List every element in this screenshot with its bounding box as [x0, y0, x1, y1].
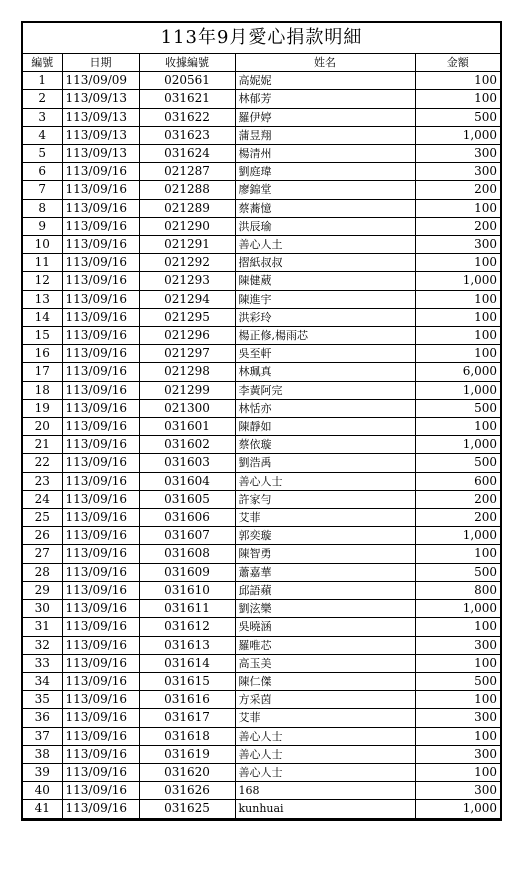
cell-date: 113/09/16 [62, 290, 139, 308]
cell-date: 113/09/13 [62, 108, 139, 126]
cell-name: 艾菲 [235, 509, 415, 527]
table-row [22, 672, 501, 690]
cell-amount: 1,000 [415, 381, 501, 399]
table-row [22, 345, 501, 363]
cell-date: 113/09/16 [62, 745, 139, 763]
cell-date: 113/09/13 [62, 90, 139, 108]
cell-receipt: 031623 [139, 126, 235, 144]
cell-date: 113/09/09 [62, 72, 139, 90]
cell-name: 劉庭瑋 [235, 163, 415, 181]
table-row [22, 418, 501, 436]
table-row [22, 618, 501, 636]
cell-amount: 300 [415, 782, 501, 800]
cell-name: 方采茵 [235, 691, 415, 709]
table-row [22, 763, 501, 781]
cell-receipt: 021296 [139, 327, 235, 345]
cell-name: 邱語蘋 [235, 581, 415, 599]
cell-name: 羅伊婷 [235, 108, 415, 126]
table-row [22, 563, 501, 581]
cell-amount: 300 [415, 709, 501, 727]
cell-name: 劉浩禹 [235, 454, 415, 472]
cell-no: 10 [22, 236, 62, 254]
cell-receipt: 031615 [139, 672, 235, 690]
cell-name: 羅唯芯 [235, 636, 415, 654]
cell-receipt: 031614 [139, 654, 235, 672]
cell-no: 24 [22, 490, 62, 508]
header-no: 編號 [22, 54, 62, 72]
cell-no: 6 [22, 163, 62, 181]
cell-name: 洪辰瑜 [235, 217, 415, 235]
cell-amount: 300 [415, 163, 501, 181]
cell-date: 113/09/16 [62, 763, 139, 781]
cell-date: 113/09/16 [62, 691, 139, 709]
cell-name: 吳至軒 [235, 345, 415, 363]
cell-amount: 1,000 [415, 527, 501, 545]
table-body [22, 72, 501, 819]
cell-name: 陳智勇 [235, 545, 415, 563]
cell-date: 113/09/16 [62, 563, 139, 581]
cell-date: 113/09/16 [62, 636, 139, 654]
table-row [22, 72, 501, 90]
cell-name: 善心人士 [235, 763, 415, 781]
cell-name: 廖錦堂 [235, 181, 415, 199]
cell-amount: 100 [415, 618, 501, 636]
cell-amount: 100 [415, 308, 501, 326]
cell-date: 113/09/16 [62, 199, 139, 217]
cell-date: 113/09/16 [62, 782, 139, 800]
cell-receipt: 021294 [139, 290, 235, 308]
cell-date: 113/09/16 [62, 454, 139, 472]
cell-receipt: 031616 [139, 691, 235, 709]
cell-receipt: 021287 [139, 163, 235, 181]
cell-name: 許家勻 [235, 490, 415, 508]
cell-no: 20 [22, 418, 62, 436]
cell-name: 楊正修,楊雨芯 [235, 327, 415, 345]
header-name: 姓名 [235, 54, 415, 72]
cell-receipt: 031610 [139, 581, 235, 599]
cell-name: 吳曉涵 [235, 618, 415, 636]
table-row [22, 709, 501, 727]
cell-amount: 6,000 [415, 363, 501, 381]
cell-name: 蔡蕎憶 [235, 199, 415, 217]
cell-no: 2 [22, 90, 62, 108]
cell-receipt: 021293 [139, 272, 235, 290]
cell-name: 陳進宇 [235, 290, 415, 308]
cell-receipt: 021291 [139, 236, 235, 254]
cell-amount: 300 [415, 236, 501, 254]
table-row [22, 308, 501, 326]
table-row [22, 327, 501, 345]
cell-date: 113/09/16 [62, 709, 139, 727]
cell-date: 113/09/16 [62, 345, 139, 363]
cell-name: 陳仁傑 [235, 672, 415, 690]
cell-date: 113/09/16 [62, 654, 139, 672]
cell-amount: 1,000 [415, 800, 501, 819]
cell-no: 3 [22, 108, 62, 126]
cell-name: 陳健葳 [235, 272, 415, 290]
table-row [22, 199, 501, 217]
cell-no: 5 [22, 145, 62, 163]
cell-amount: 200 [415, 217, 501, 235]
cell-no: 12 [22, 272, 62, 290]
table-row [22, 472, 501, 490]
cell-name: 陳靜如 [235, 418, 415, 436]
cell-date: 113/09/16 [62, 217, 139, 235]
cell-amount: 100 [415, 654, 501, 672]
cell-amount: 600 [415, 472, 501, 490]
table-row [22, 600, 501, 618]
cell-no: 1 [22, 72, 62, 90]
cell-receipt: 021297 [139, 345, 235, 363]
cell-date: 113/09/16 [62, 381, 139, 399]
cell-name: 楊清州 [235, 145, 415, 163]
cell-receipt: 031613 [139, 636, 235, 654]
cell-name: 高玉美 [235, 654, 415, 672]
cell-date: 113/09/16 [62, 272, 139, 290]
cell-no: 34 [22, 672, 62, 690]
cell-receipt: 031604 [139, 472, 235, 490]
cell-amount: 1,000 [415, 126, 501, 144]
cell-receipt: 021298 [139, 363, 235, 381]
cell-no: 40 [22, 782, 62, 800]
cell-no: 14 [22, 308, 62, 326]
cell-date: 113/09/16 [62, 163, 139, 181]
cell-receipt: 031619 [139, 745, 235, 763]
donation-sheet [21, 21, 500, 821]
cell-no: 37 [22, 727, 62, 745]
table-row [22, 108, 501, 126]
cell-amount: 100 [415, 199, 501, 217]
cell-name: 林郁芳 [235, 90, 415, 108]
cell-date: 113/09/16 [62, 363, 139, 381]
cell-receipt: 031608 [139, 545, 235, 563]
cell-no: 32 [22, 636, 62, 654]
table-row [22, 217, 501, 235]
cell-amount: 200 [415, 490, 501, 508]
cell-receipt: 031601 [139, 418, 235, 436]
cell-date: 113/09/16 [62, 618, 139, 636]
cell-receipt: 021300 [139, 399, 235, 417]
cell-receipt: 031603 [139, 454, 235, 472]
table-row [22, 545, 501, 563]
cell-date: 113/09/16 [62, 545, 139, 563]
cell-name: 蒲昱翔 [235, 126, 415, 144]
table-row [22, 509, 501, 527]
cell-date: 113/09/16 [62, 581, 139, 599]
cell-name: 郭奕璇 [235, 527, 415, 545]
header-date: 日期 [62, 54, 139, 72]
cell-no: 13 [22, 290, 62, 308]
cell-no: 35 [22, 691, 62, 709]
cell-date: 113/09/16 [62, 236, 139, 254]
cell-date: 113/09/16 [62, 181, 139, 199]
cell-amount: 100 [415, 727, 501, 745]
cell-amount: 300 [415, 636, 501, 654]
cell-no: 21 [22, 436, 62, 454]
cell-no: 11 [22, 254, 62, 272]
table-row [22, 145, 501, 163]
table-row [22, 691, 501, 709]
cell-date: 113/09/16 [62, 327, 139, 345]
cell-date: 113/09/13 [62, 145, 139, 163]
cell-date: 113/09/16 [62, 472, 139, 490]
cell-receipt: 021295 [139, 308, 235, 326]
cell-name: 高妮妮 [235, 72, 415, 90]
cell-no: 28 [22, 563, 62, 581]
cell-amount: 500 [415, 454, 501, 472]
cell-name: 林恬亦 [235, 399, 415, 417]
table-row [22, 381, 501, 399]
cell-name: 李黃阿完 [235, 381, 415, 399]
cell-amount: 1,000 [415, 600, 501, 618]
cell-no: 27 [22, 545, 62, 563]
cell-no: 17 [22, 363, 62, 381]
cell-amount: 500 [415, 563, 501, 581]
table-row [22, 272, 501, 290]
cell-receipt: 031602 [139, 436, 235, 454]
cell-receipt: 031618 [139, 727, 235, 745]
table-row [22, 727, 501, 745]
cell-name: 劉泫樂 [235, 600, 415, 618]
cell-name: kunhuai [235, 800, 415, 819]
cell-receipt: 020561 [139, 72, 235, 90]
cell-receipt: 031609 [139, 563, 235, 581]
cell-amount: 100 [415, 691, 501, 709]
table-row [22, 745, 501, 763]
cell-date: 113/09/16 [62, 800, 139, 819]
cell-receipt: 021290 [139, 217, 235, 235]
header-receipt: 收據編號 [139, 54, 235, 72]
cell-receipt: 031617 [139, 709, 235, 727]
cell-amount: 100 [415, 345, 501, 363]
cell-receipt: 031606 [139, 509, 235, 527]
cell-name: 善心人士 [235, 472, 415, 490]
table-row [22, 782, 501, 800]
table-row [22, 363, 501, 381]
cell-no: 38 [22, 745, 62, 763]
cell-receipt: 031607 [139, 527, 235, 545]
cell-no: 4 [22, 126, 62, 144]
cell-receipt: 031625 [139, 800, 235, 819]
cell-amount: 100 [415, 418, 501, 436]
cell-no: 19 [22, 399, 62, 417]
cell-no: 23 [22, 472, 62, 490]
cell-no: 36 [22, 709, 62, 727]
table-row [22, 90, 501, 108]
table-row [22, 181, 501, 199]
cell-name: 林珮真 [235, 363, 415, 381]
cell-receipt: 021289 [139, 199, 235, 217]
cell-date: 113/09/16 [62, 672, 139, 690]
cell-name: 善心人土 [235, 236, 415, 254]
table-row [22, 163, 501, 181]
cell-amount: 500 [415, 399, 501, 417]
cell-receipt: 031621 [139, 90, 235, 108]
cell-no: 15 [22, 327, 62, 345]
table-row [22, 527, 501, 545]
header-amount: 金額 [415, 54, 501, 72]
cell-amount: 100 [415, 254, 501, 272]
cell-receipt: 021288 [139, 181, 235, 199]
donation-table [21, 21, 502, 821]
cell-name: 蕭嘉華 [235, 563, 415, 581]
cell-no: 30 [22, 600, 62, 618]
table-row [22, 454, 501, 472]
cell-name: 艾菲 [235, 709, 415, 727]
cell-no: 22 [22, 454, 62, 472]
table-row [22, 126, 501, 144]
table-row [22, 581, 501, 599]
cell-no: 41 [22, 800, 62, 819]
cell-no: 7 [22, 181, 62, 199]
cell-date: 113/09/16 [62, 418, 139, 436]
cell-date: 113/09/16 [62, 527, 139, 545]
cell-receipt: 031622 [139, 108, 235, 126]
table-row [22, 236, 501, 254]
cell-receipt: 031612 [139, 618, 235, 636]
cell-no: 29 [22, 581, 62, 599]
cell-no: 33 [22, 654, 62, 672]
cell-date: 113/09/16 [62, 399, 139, 417]
cell-receipt: 031624 [139, 145, 235, 163]
cell-no: 16 [22, 345, 62, 363]
cell-name: 168 [235, 782, 415, 800]
cell-amount: 200 [415, 509, 501, 527]
cell-amount: 100 [415, 290, 501, 308]
cell-amount: 100 [415, 763, 501, 781]
cell-receipt: 021292 [139, 254, 235, 272]
cell-date: 113/09/16 [62, 727, 139, 745]
cell-name: 善心人士 [235, 727, 415, 745]
cell-amount: 500 [415, 672, 501, 690]
cell-amount: 1,000 [415, 436, 501, 454]
cell-receipt: 021299 [139, 381, 235, 399]
cell-no: 25 [22, 509, 62, 527]
cell-date: 113/09/13 [62, 126, 139, 144]
cell-receipt: 031605 [139, 490, 235, 508]
cell-no: 8 [22, 199, 62, 217]
cell-amount: 300 [415, 145, 501, 163]
cell-amount: 200 [415, 181, 501, 199]
cell-amount: 300 [415, 745, 501, 763]
table-row [22, 436, 501, 454]
cell-name: 善心人士 [235, 745, 415, 763]
cell-name: 蔡依璇 [235, 436, 415, 454]
table-row [22, 636, 501, 654]
cell-receipt: 031611 [139, 600, 235, 618]
cell-amount: 1,000 [415, 272, 501, 290]
cell-amount: 100 [415, 90, 501, 108]
table-row [22, 399, 501, 417]
cell-receipt: 031626 [139, 782, 235, 800]
table-row [22, 490, 501, 508]
cell-amount: 100 [415, 72, 501, 90]
cell-amount: 800 [415, 581, 501, 599]
cell-no: 9 [22, 217, 62, 235]
cell-date: 113/09/16 [62, 308, 139, 326]
cell-name: 洪彩玲 [235, 308, 415, 326]
cell-amount: 500 [415, 108, 501, 126]
cell-receipt: 031620 [139, 763, 235, 781]
cell-name: 摺紙叔叔 [235, 254, 415, 272]
cell-no: 39 [22, 763, 62, 781]
cell-no: 26 [22, 527, 62, 545]
cell-amount: 100 [415, 545, 501, 563]
table-row [22, 290, 501, 308]
table-row [22, 654, 501, 672]
table-row [22, 800, 501, 819]
table-row [22, 254, 501, 272]
cell-amount: 100 [415, 327, 501, 345]
header-row [22, 54, 501, 72]
cell-no: 18 [22, 381, 62, 399]
cell-date: 113/09/16 [62, 436, 139, 454]
cell-date: 113/09/16 [62, 490, 139, 508]
page-title: 113年9月愛心捐款明細 [22, 22, 501, 54]
cell-date: 113/09/16 [62, 600, 139, 618]
cell-date: 113/09/16 [62, 509, 139, 527]
cell-no: 31 [22, 618, 62, 636]
cell-date: 113/09/16 [62, 254, 139, 272]
